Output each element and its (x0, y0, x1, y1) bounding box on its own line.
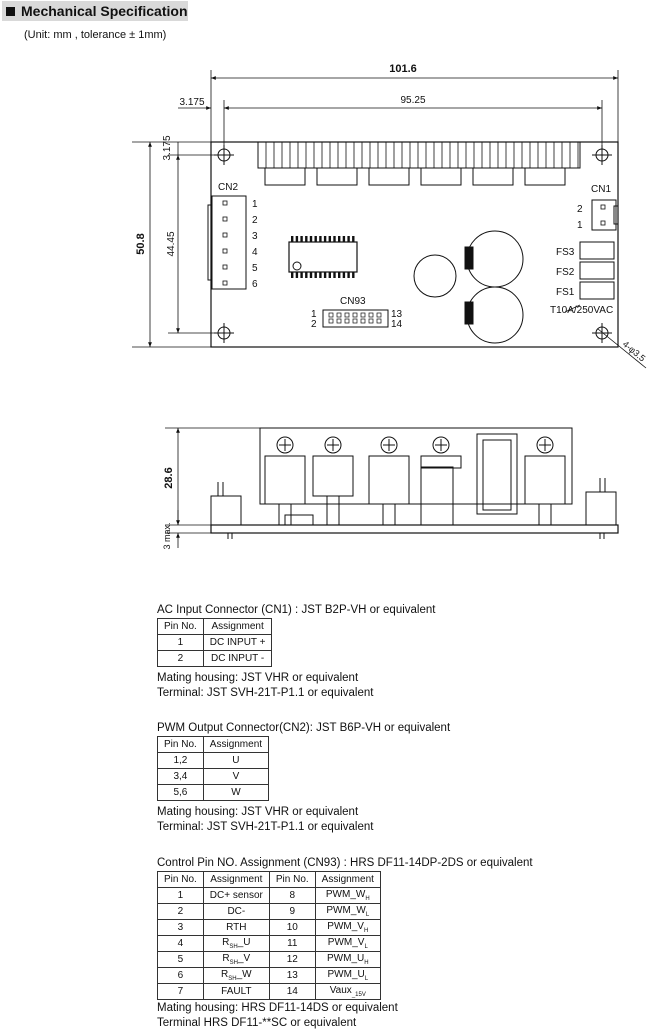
cn93-pin-13: 13 (391, 309, 403, 320)
pin-marker (353, 319, 357, 323)
table-row (158, 952, 381, 968)
pin-marker (337, 319, 341, 323)
ic-pin (319, 272, 321, 278)
pin-cell: 10 (269, 920, 315, 936)
pin-marker (345, 313, 349, 317)
assignment-cell: U (203, 753, 268, 769)
pin-cell: 1,2 (158, 753, 204, 769)
table-row (158, 936, 381, 952)
section-title: Mechanical Specification (21, 3, 188, 19)
assignment-cell: $PWM\_V_H$ (315, 920, 380, 936)
ic-pin (333, 236, 335, 242)
ic-pin (315, 236, 317, 242)
assignment-cell: $PWM\_V_L$ (315, 936, 380, 952)
pin-marker (223, 201, 227, 205)
ic-pin (310, 236, 312, 242)
pin-cell: 3,4 (158, 769, 204, 785)
pin-marker (361, 319, 365, 323)
pin-cell: 12 (269, 952, 315, 968)
pin-cell: 9 (269, 904, 315, 920)
header-pin: Pin No. (158, 737, 204, 753)
header-pin: Pin No. (269, 872, 315, 888)
cn2-table (157, 736, 269, 801)
header-assignment: Assignment (203, 872, 269, 888)
header-pin: Pin No. (158, 872, 204, 888)
note-line: Terminal HRS DF11-**SC or equivalent (157, 1017, 357, 1029)
table-row (158, 984, 381, 1000)
pin-marker (223, 217, 227, 221)
pin-marker (377, 319, 381, 323)
ic-pin (352, 236, 354, 242)
pin-cell: 1 (158, 635, 204, 651)
pin-cell: 8 (269, 888, 315, 904)
cn2-pin-markers (223, 201, 227, 285)
pin-marker (329, 319, 333, 323)
assignment-cell: $R_{SH}\_W$ (203, 968, 269, 984)
table-header-row (158, 737, 269, 753)
cn2-pin-4: 4 (252, 247, 258, 258)
ic-pin (310, 272, 312, 278)
cn2-pin-6: 6 (252, 279, 258, 290)
table-row (158, 785, 269, 801)
header-assignment: Assignment (203, 737, 268, 753)
cn1-pin-1: 1 (577, 220, 583, 231)
assignment-cell: $PWM\_W_L$ (315, 904, 380, 920)
cn1-notes (157, 671, 435, 701)
assignment-cell: W (203, 785, 268, 801)
cn1-pin-2: 2 (577, 204, 583, 215)
fuse-fs1-label: FS1 (556, 287, 575, 298)
pin-cell: 2 (158, 651, 204, 667)
pin-marker (369, 313, 373, 317)
cn2-pin-1: 1 (252, 199, 258, 210)
unit-note: (Unit: mm , tolerance ± 1mm) (24, 29, 167, 41)
pin-cell: 6 (158, 968, 204, 984)
dim-hole-height: 44.45 (166, 231, 177, 257)
pin-marker (337, 313, 341, 317)
pin-cell: 5,6 (158, 785, 204, 801)
ic-pin (347, 272, 349, 278)
ic-pin (305, 272, 307, 278)
table-row (158, 968, 381, 984)
note-line: Mating housing: JST VHR or equivalent (157, 672, 359, 684)
assignment-cell: Vaux$_{\_15V}$ (315, 984, 380, 1000)
ic-pin (291, 236, 293, 242)
ic-pin (315, 272, 317, 278)
note-line: Mating housing: HRS DF11-14DS or equivalent (157, 1002, 398, 1014)
assignment-cell: DC INPUT - (203, 651, 272, 667)
cn2-notes (157, 805, 450, 835)
cn2-title: PWM Output Connector(CN2): JST B6P-VH or equivalent (157, 722, 451, 734)
ic-pin (347, 236, 349, 242)
cn1-table (157, 618, 272, 667)
cn1-label: CN1 (591, 184, 612, 195)
pin-cell: 7 (158, 984, 204, 1000)
cn93-section (157, 857, 533, 1031)
assignment-cell: $PWM\_W_H$ (315, 888, 380, 904)
assignment-cell: DC+ sensor (203, 888, 269, 904)
pin-marker (361, 313, 365, 317)
ic-pin (343, 272, 345, 278)
pin-cell: 14 (269, 984, 315, 1000)
pin-marker (223, 233, 227, 237)
cn2-label: CN2 (218, 182, 239, 193)
table-row (158, 769, 269, 785)
pin-marker (353, 313, 357, 317)
assignment-cell: $R_{SH}\_V$ (203, 952, 269, 968)
cn1-section (157, 604, 435, 701)
ic-pin (291, 272, 293, 278)
dim-left-offset: 3.175 (179, 97, 205, 108)
cn93-pin-markers (329, 313, 381, 323)
ic-pin (296, 272, 298, 278)
header-pin: Pin No. (158, 619, 204, 635)
table-header-row (158, 619, 272, 635)
hole-note: 4-φ3.5 (620, 338, 648, 364)
assignment-cell: V (203, 769, 268, 785)
cn93-pin-14: 14 (391, 319, 403, 330)
pin-marker (329, 313, 333, 317)
assignment-cell: $R_{SH}\_U$ (203, 936, 269, 952)
pin-cell: 5 (158, 952, 204, 968)
header-assignment: Assignment (315, 872, 380, 888)
dim-width: 101.6 (389, 63, 417, 75)
side-dim-height: 28.6 (163, 467, 175, 489)
cn93-title: Control Pin NO. Assignment (CN93) : HRS DF11-14DP-2DS or equivalent (157, 857, 533, 869)
cn93-label: CN93 (340, 296, 366, 307)
pin-cell: 4 (158, 936, 204, 952)
top-view (132, 70, 618, 347)
fuse-fs2-label: FS2 (556, 267, 575, 278)
pin-marker (345, 319, 349, 323)
pin-cell: 1 (158, 888, 204, 904)
assignment-cell: DC- (203, 904, 269, 920)
note-line: Terminal: JST SVH-21T-P1.1 or equivalent (157, 821, 374, 833)
table-row (158, 920, 381, 936)
assignment-cell: RTH (203, 920, 269, 936)
table-row (158, 904, 381, 920)
ic-pin (338, 272, 340, 278)
cn2-pin-3: 3 (252, 231, 258, 242)
assignment-cell: $PWM\_U_L$ (315, 968, 380, 984)
fuse-fs3-label: FS3 (556, 247, 575, 258)
ic-pin (329, 272, 331, 278)
mounting-holes (214, 145, 646, 368)
assignment-cell: FAULT (203, 984, 269, 1000)
ic-pin (324, 272, 326, 278)
pin-marker (369, 319, 373, 323)
cn2-section (157, 722, 450, 835)
assignment-cell: DC INPUT + (203, 635, 272, 651)
fuse-rating: T10A/250VAC (550, 305, 614, 316)
ic-pin (305, 236, 307, 242)
side-view (165, 428, 618, 548)
ic-pin (319, 236, 321, 242)
assignment-cell: $PWM\_U_H$ (315, 952, 380, 968)
dim-top-offset: 3.175 (162, 135, 173, 161)
ic-pin (300, 236, 302, 242)
ic-pin (343, 236, 345, 242)
ic-pin (300, 272, 302, 278)
table-row (158, 635, 272, 651)
cn93-notes (157, 1001, 533, 1031)
note-line: Terminal: JST SVH-21T-P1.1 or equivalent (157, 687, 374, 699)
dim-hole-span: 95.25 (400, 95, 426, 106)
ic-pin (324, 236, 326, 242)
heatsink-fins (266, 142, 578, 168)
pin-cell: 2 (158, 904, 204, 920)
cn93-pin-2: 2 (311, 319, 317, 330)
table-row (158, 651, 272, 667)
table-row (158, 753, 269, 769)
pin-cell: 3 (158, 920, 204, 936)
cn93-pin-1: 1 (311, 309, 317, 320)
ic-pin (296, 236, 298, 242)
cn2-pin-5: 5 (252, 263, 258, 274)
side-dim-board: 3 max. (162, 522, 172, 550)
ic-pin (352, 272, 354, 278)
cn2-pin-2: 2 (252, 215, 258, 226)
ic-pin (338, 236, 340, 242)
ic-pin (329, 236, 331, 242)
pin-marker (223, 249, 227, 253)
ic-pin (333, 272, 335, 278)
note-line: Mating housing: JST VHR or equivalent (157, 806, 359, 818)
pin-cell: 11 (269, 936, 315, 952)
cn93-table (157, 871, 381, 1000)
dim-height: 50.8 (135, 233, 147, 255)
table-row (158, 888, 381, 904)
pin-marker (223, 265, 227, 269)
table-header-row (158, 872, 381, 888)
pin-marker (223, 281, 227, 285)
pin-marker (377, 313, 381, 317)
cn1-title: AC Input Connector (CN1) : JST B2P-VH or equivalent (157, 604, 436, 616)
header-assignment: Assignment (203, 619, 272, 635)
pin-cell: 13 (269, 968, 315, 984)
